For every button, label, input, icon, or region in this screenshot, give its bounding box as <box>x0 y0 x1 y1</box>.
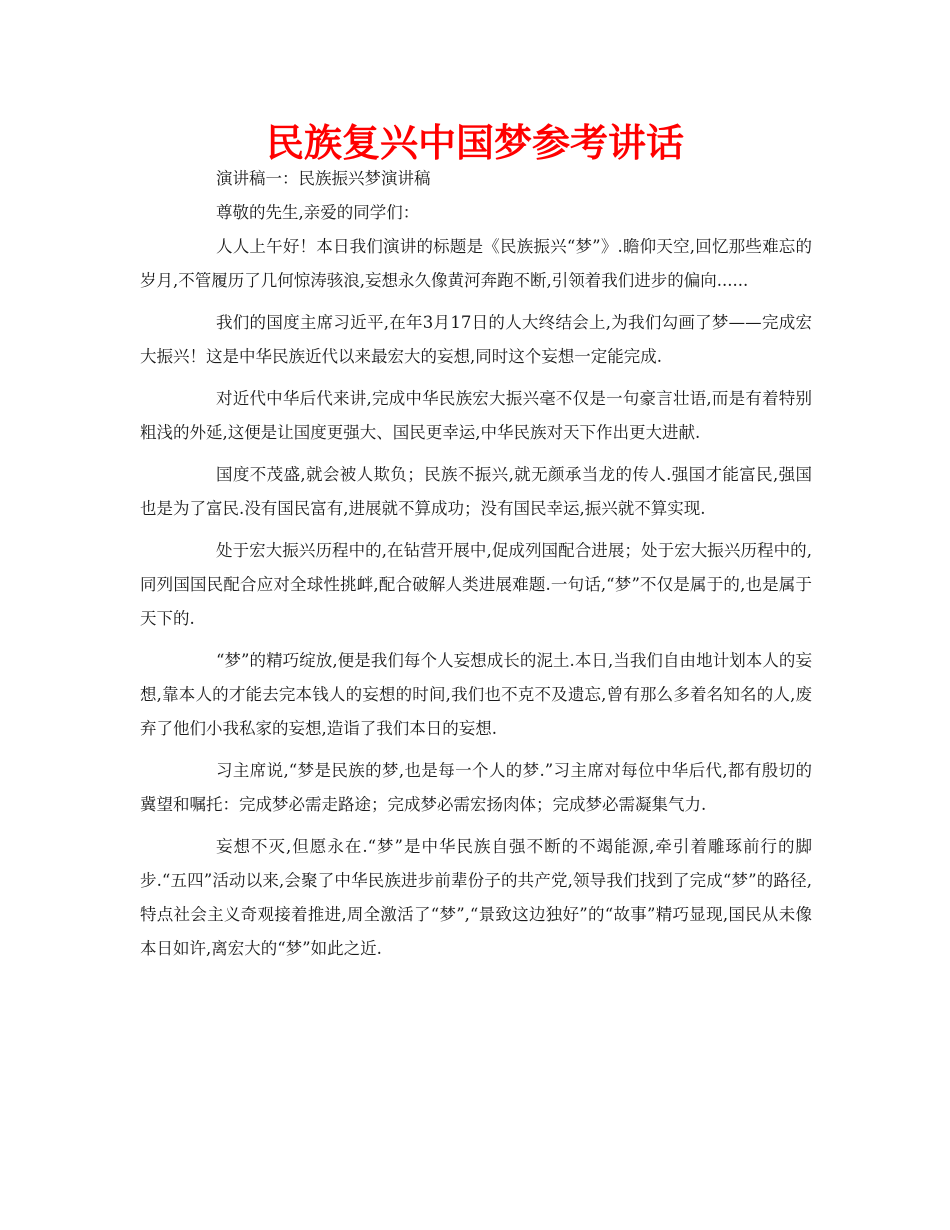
paragraph: 我们的国度主席习近平,在年3月17日的人大终结会上,为我们勾画了梦——完成宏大振兴！这是中华民族近代以来最宏大的妄想,同时这个妄想一定能完成. <box>140 313 812 366</box>
paragraph: 对近代中华后代来讲,完成中华民族宏大振兴毫不仅是一句豪言壮语,而是有着特别粗浅的外延,这便是让国度更强大、国民更幸运,中华民族对天下作出更大进献. <box>140 389 812 442</box>
salutation: 尊敬的先生,亲爱的同学们： <box>216 203 420 222</box>
paragraph: 妄想不灭,但愿永在.“梦”是中华民族自强不断的不竭能源,牵引着雕琢前行的脚步.“五四”活动以来,会聚了中华民族进步前辈份子的共产党,领导我们找到了完成“梦”的路径,特点社会主义奇观接着推进,周全激活了“梦”,“景致这边独好”的“故事”精巧显现,国民从未像本日如许,离宏大的“梦”如此之近. <box>140 837 812 958</box>
paragraph: 人人上午好！本日我们演讲的标题是《民族振兴“梦”》.瞻仰天空,回忆那些难忘的岁月,不管履历了几何惊涛骇浪,妄想永久像黄河奔跑不断,引领着我们进步的偏向...... <box>140 237 812 290</box>
document-title: 民族复兴中国梦参考讲话 <box>265 121 684 165</box>
document-body <box>140 162 812 974</box>
paragraph: 习主席说,“梦是民族的梦,也是每一个人的梦.”习主席对每位中华后代,都有殷切的冀望和嘱托：完成梦必需走路途；完成梦必需宏扬肉体；完成梦必需凝集气力. <box>140 761 812 814</box>
paragraph: “梦”的精巧绽放,便是我们每个人妄想成长的泥土.本日,当我们自由地计划本人的妄想,靠本人的才能去完本钱人的妄想的时间,我们也不克不及遗忘,曾有那么多着名知名的人,废弃了他们小我私家的妄想,造诣了我们本日的妄想. <box>140 651 812 738</box>
paragraph: 国度不茂盛,就会被人欺负；民族不振兴,就无颜承当龙的传人.强国才能富民,强国也是为了富民.没有国民富有,进展就不算成功；没有国民幸运,振兴就不算实现. <box>140 465 812 518</box>
speech-subtitle: 演讲稿一：民族振兴梦演讲稿 <box>216 169 431 188</box>
paragraph: 处于宏大振兴历程中的,在钻营开展中,促成列国配合进展；处于宏大振兴历程中的,同列国国民配合应对全球性挑衅,配合破解人类进展难题.一句话,“梦”不仅是属于的,也是属于天下的. <box>140 541 812 628</box>
